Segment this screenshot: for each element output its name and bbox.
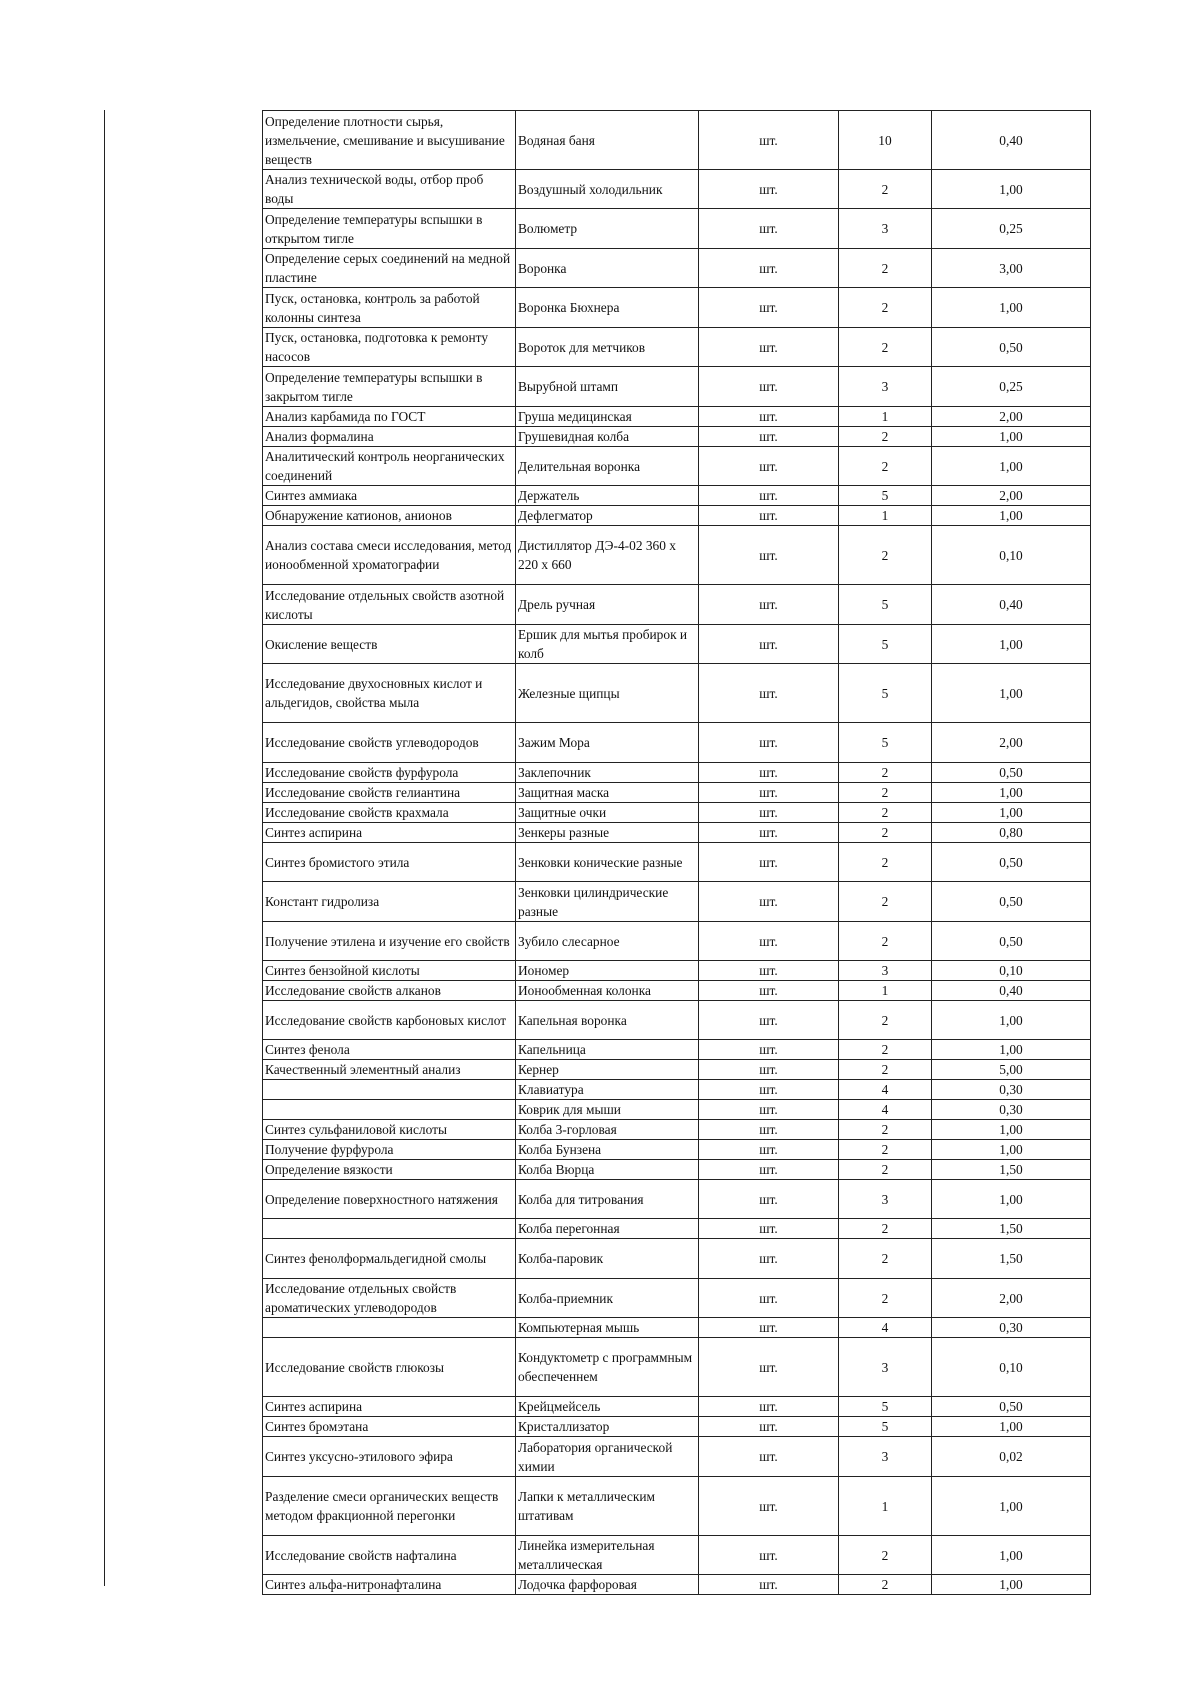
table-row (263, 585, 1091, 625)
equipment-name-cell: Заклепочник (516, 763, 699, 783)
quantity-cell: 5 (839, 1397, 932, 1417)
quantity-cell: 2 (839, 447, 932, 486)
equipment-name-cell: Воронка (516, 249, 699, 288)
activity-cell: Анализ формалина (263, 427, 516, 447)
norm-cell: 0,25 (932, 367, 1091, 407)
unit-cell: шт. (699, 1477, 839, 1536)
equipment-name-cell: Воздушный холодильник (516, 170, 699, 209)
unit-cell: шт. (699, 803, 839, 823)
unit-cell: шт. (699, 664, 839, 723)
quantity-cell: 1 (839, 407, 932, 427)
norm-cell: 1,00 (932, 1180, 1091, 1219)
equipment-name-cell: Водяная баня (516, 111, 699, 170)
unit-cell: шт. (699, 1318, 839, 1338)
quantity-cell: 5 (839, 1417, 932, 1437)
equipment-name-cell: Лапки к металлическим штативам (516, 1477, 699, 1536)
activity-cell: Исследование свойств фурфурола (263, 763, 516, 783)
unit-cell: шт. (699, 1575, 839, 1595)
activity-cell (263, 1219, 516, 1239)
norm-cell: 0,30 (932, 1080, 1091, 1100)
quantity-cell: 1 (839, 1477, 932, 1536)
table-row (263, 1437, 1091, 1477)
table-row (263, 1120, 1091, 1140)
norm-cell: 1,00 (932, 783, 1091, 803)
quantity-cell: 2 (839, 1120, 932, 1140)
norm-cell: 0,40 (932, 111, 1091, 170)
activity-cell: Пуск, остановка, контроль за работой колонны синтеза (263, 288, 516, 328)
equipment-name-cell: Делительная воронка (516, 447, 699, 486)
equipment-name-cell: Кернер (516, 1060, 699, 1080)
equipment-name-cell: Клавиатура (516, 1080, 699, 1100)
activity-cell: Синтез фенолформальдегидной смолы (263, 1239, 516, 1279)
unit-cell: шт. (699, 1180, 839, 1219)
table-row (263, 367, 1091, 407)
table-row (263, 1140, 1091, 1160)
quantity-cell: 2 (839, 1536, 932, 1575)
table-row (263, 823, 1091, 843)
norm-cell: 0,02 (932, 1437, 1091, 1477)
equipment-name-cell: Груша медицинская (516, 407, 699, 427)
table-row (263, 1040, 1091, 1060)
table-row (263, 288, 1091, 328)
equipment-name-cell: Зенкеры разные (516, 823, 699, 843)
activity-cell: Определение температуры вспышки в открытом тигле (263, 209, 516, 249)
unit-cell: шт. (699, 1060, 839, 1080)
norm-cell: 1,50 (932, 1239, 1091, 1279)
activity-cell: Анализ технической воды, отбор проб воды (263, 170, 516, 209)
activity-cell: Определение поверхностного натяжения (263, 1180, 516, 1219)
activity-cell: Исследование отдельных свойств ароматических углеводородов (263, 1279, 516, 1318)
unit-cell: шт. (699, 981, 839, 1001)
equipment-name-cell: Колба 3-горловая (516, 1120, 699, 1140)
table-row (263, 763, 1091, 783)
quantity-cell: 3 (839, 1437, 932, 1477)
quantity-cell: 5 (839, 585, 932, 625)
activity-cell: Анализ карбамида по ГОСТ (263, 407, 516, 427)
activity-cell: Определение вязкости (263, 1160, 516, 1180)
norm-cell: 1,00 (932, 625, 1091, 664)
unit-cell: шт. (699, 1279, 839, 1318)
unit-cell: шт. (699, 1100, 839, 1120)
activity-cell: Аналитический контроль неорганических соединений (263, 447, 516, 486)
equipment-name-cell: Колба перегонная (516, 1219, 699, 1239)
equipment-name-cell: Колба Бунзена (516, 1140, 699, 1160)
norm-cell: 0,10 (932, 1338, 1091, 1397)
equipment-name-cell: Ионообменная колонка (516, 981, 699, 1001)
activity-cell: Синтез аспирина (263, 823, 516, 843)
table-row (263, 922, 1091, 961)
norm-cell: 2,00 (932, 1279, 1091, 1318)
equipment-name-cell: Защитные очки (516, 803, 699, 823)
unit-cell: шт. (699, 1120, 839, 1140)
table-row (263, 1219, 1091, 1239)
norm-cell: 1,00 (932, 1575, 1091, 1595)
quantity-cell: 3 (839, 367, 932, 407)
activity-cell: Разделение смеси органических веществ методом фракционной перегонки (263, 1477, 516, 1536)
quantity-cell: 3 (839, 961, 932, 981)
table-row (263, 209, 1091, 249)
activity-cell: Исследование свойств алканов (263, 981, 516, 1001)
norm-cell: 1,00 (932, 506, 1091, 526)
equipment-name-cell: Колба для титрования (516, 1180, 699, 1219)
activity-cell: Исследование свойств нафталина (263, 1536, 516, 1575)
quantity-cell: 5 (839, 664, 932, 723)
equipment-name-cell: Коврик для мыши (516, 1100, 699, 1120)
unit-cell: шт. (699, 1040, 839, 1060)
norm-cell: 0,50 (932, 882, 1091, 922)
unit-cell: шт. (699, 526, 839, 585)
quantity-cell: 2 (839, 1575, 932, 1595)
equipment-name-cell: Дрель ручная (516, 585, 699, 625)
equipment-name-cell: Колба Вюрца (516, 1160, 699, 1180)
table-row (263, 783, 1091, 803)
quantity-cell: 2 (839, 783, 932, 803)
equipment-name-cell: Грушевидная колба (516, 427, 699, 447)
quantity-cell: 2 (839, 526, 932, 585)
unit-cell: шт. (699, 882, 839, 922)
table-row (263, 843, 1091, 882)
table-row (263, 1100, 1091, 1120)
table-row (263, 1417, 1091, 1437)
equipment-name-cell: Воронка Бюхнера (516, 288, 699, 328)
quantity-cell: 5 (839, 625, 932, 664)
table-row (263, 803, 1091, 823)
equipment-name-cell: Колба-паровик (516, 1239, 699, 1279)
equipment-name-cell: Дефлегматор (516, 506, 699, 526)
unit-cell: шт. (699, 1417, 839, 1437)
unit-cell: шт. (699, 288, 839, 328)
table-row (263, 1477, 1091, 1536)
quantity-cell: 3 (839, 1180, 932, 1219)
table-row (263, 1338, 1091, 1397)
activity-cell: Исследование свойств глюкозы (263, 1338, 516, 1397)
activity-cell: Исследование свойств крахмала (263, 803, 516, 823)
table-row (263, 1279, 1091, 1318)
unit-cell: шт. (699, 1397, 839, 1417)
equipment-name-cell: Защитная маска (516, 783, 699, 803)
table-row (263, 882, 1091, 922)
equipment-name-cell: Линейка измерительная металлическая (516, 1536, 699, 1575)
table-row (263, 1180, 1091, 1219)
norm-cell: 2,00 (932, 723, 1091, 763)
quantity-cell: 2 (839, 1279, 932, 1318)
unit-cell: шт. (699, 1239, 839, 1279)
norm-cell: 0,50 (932, 763, 1091, 783)
activity-cell: Окисление веществ (263, 625, 516, 664)
norm-cell: 1,00 (932, 447, 1091, 486)
norm-cell: 1,00 (932, 1140, 1091, 1160)
norm-cell: 3,00 (932, 249, 1091, 288)
table-row (263, 1239, 1091, 1279)
table-row (263, 249, 1091, 288)
unit-cell: шт. (699, 783, 839, 803)
unit-cell: шт. (699, 328, 839, 367)
equipment-name-cell: Дистиллятор ДЭ-4-02 360 х 220 х 660 (516, 526, 699, 585)
page-margin-line (104, 110, 105, 1586)
norm-cell: 0,50 (932, 922, 1091, 961)
unit-cell: шт. (699, 1140, 839, 1160)
norm-cell: 0,40 (932, 981, 1091, 1001)
equipment-name-cell: Зубило слесарное (516, 922, 699, 961)
unit-cell: шт. (699, 961, 839, 981)
unit-cell: шт. (699, 111, 839, 170)
unit-cell: шт. (699, 1338, 839, 1397)
activity-cell: Исследование свойств углеводородов (263, 723, 516, 763)
activity-cell: Синтез аммиака (263, 486, 516, 506)
table-row (263, 1080, 1091, 1100)
activity-cell: Исследование свойств карбоновых кислот (263, 1001, 516, 1040)
quantity-cell: 3 (839, 209, 932, 249)
activity-cell: Синтез альфа-нитронафталина (263, 1575, 516, 1595)
equipment-name-cell: Волюметр (516, 209, 699, 249)
equipment-name-cell: Железные щипцы (516, 664, 699, 723)
quantity-cell: 2 (839, 328, 932, 367)
activity-cell: Исследование двухосновных кислот и альдегидов, свойства мыла (263, 664, 516, 723)
quantity-cell: 2 (839, 1219, 932, 1239)
unit-cell: шт. (699, 506, 839, 526)
activity-cell: Синтез аспирина (263, 1397, 516, 1417)
quantity-cell: 2 (839, 249, 932, 288)
quantity-cell: 5 (839, 723, 932, 763)
activity-cell: Исследование свойств гелиантина (263, 783, 516, 803)
table-row (263, 427, 1091, 447)
unit-cell: шт. (699, 843, 839, 882)
quantity-cell: 2 (839, 288, 932, 328)
quantity-cell: 2 (839, 922, 932, 961)
table-row (263, 506, 1091, 526)
unit-cell: шт. (699, 585, 839, 625)
equipment-name-cell: Держатель (516, 486, 699, 506)
activity-cell: Пуск, остановка, подготовка к ремонту насосов (263, 328, 516, 367)
quantity-cell: 10 (839, 111, 932, 170)
norm-cell: 1,00 (932, 427, 1091, 447)
unit-cell: шт. (699, 1080, 839, 1100)
quantity-cell: 2 (839, 1160, 932, 1180)
table-row (263, 664, 1091, 723)
unit-cell: шт. (699, 486, 839, 506)
norm-cell: 1,00 (932, 288, 1091, 328)
activity-cell (263, 1100, 516, 1120)
norm-cell: 0,80 (932, 823, 1091, 843)
unit-cell: шт. (699, 249, 839, 288)
norm-cell: 1,00 (932, 1477, 1091, 1536)
quantity-cell: 2 (839, 763, 932, 783)
norm-cell: 1,50 (932, 1219, 1091, 1239)
norm-cell: 0,25 (932, 209, 1091, 249)
activity-cell (263, 1080, 516, 1100)
quantity-cell: 1 (839, 981, 932, 1001)
activity-cell: Синтез сульфаниловой кислоты (263, 1120, 516, 1140)
quantity-cell: 1 (839, 506, 932, 526)
quantity-cell: 2 (839, 1239, 932, 1279)
norm-cell: 5,00 (932, 1060, 1091, 1080)
equipment-table (262, 110, 1091, 1595)
equipment-name-cell: Кондуктометр с программным обеспеченнем (516, 1338, 699, 1397)
activity-cell: Качественный элементный анализ (263, 1060, 516, 1080)
equipment-name-cell: Кристаллизатор (516, 1417, 699, 1437)
table-row (263, 625, 1091, 664)
unit-cell: шт. (699, 447, 839, 486)
norm-cell: 1,00 (932, 1040, 1091, 1060)
quantity-cell: 4 (839, 1080, 932, 1100)
quantity-cell: 2 (839, 843, 932, 882)
table-row (263, 1160, 1091, 1180)
equipment-name-cell: Лаборатория органической химии (516, 1437, 699, 1477)
quantity-cell: 2 (839, 823, 932, 843)
quantity-cell: 2 (839, 882, 932, 922)
table-row (263, 1397, 1091, 1417)
equipment-name-cell: Зажим Мора (516, 723, 699, 763)
quantity-cell: 3 (839, 1338, 932, 1397)
activity-cell: Обнаружение катионов, анионов (263, 506, 516, 526)
table-row (263, 328, 1091, 367)
unit-cell: шт. (699, 723, 839, 763)
equipment-name-cell: Иономер (516, 961, 699, 981)
equipment-name-cell: Вырубной штамп (516, 367, 699, 407)
table-row (263, 447, 1091, 486)
table-row (263, 961, 1091, 981)
quantity-cell: 2 (839, 1140, 932, 1160)
norm-cell: 0,10 (932, 961, 1091, 981)
equipment-name-cell: Вороток для метчиков (516, 328, 699, 367)
quantity-cell: 4 (839, 1100, 932, 1120)
unit-cell: шт. (699, 427, 839, 447)
norm-cell: 1,50 (932, 1160, 1091, 1180)
table-row (263, 1060, 1091, 1080)
equipment-name-cell: Лодочка фарфоровая (516, 1575, 699, 1595)
quantity-cell: 2 (839, 803, 932, 823)
table-row (263, 981, 1091, 1001)
norm-cell: 0,40 (932, 585, 1091, 625)
quantity-cell: 2 (839, 170, 932, 209)
activity-cell: Синтез уксусно-этилового эфира (263, 1437, 516, 1477)
norm-cell: 0,50 (932, 843, 1091, 882)
activity-cell: Определение серых соединений на медной пластине (263, 249, 516, 288)
norm-cell: 2,00 (932, 407, 1091, 427)
table-row (263, 1001, 1091, 1040)
equipment-name-cell: Зенковки конические разные (516, 843, 699, 882)
activity-cell: Синтез бромистого этила (263, 843, 516, 882)
unit-cell: шт. (699, 763, 839, 783)
table-body (263, 111, 1091, 1595)
activity-cell: Определение плотности сырья, измельчение, смешивание и высушивание веществ (263, 111, 516, 170)
activity-cell: Определение температуры вспышки в закрытом тигле (263, 367, 516, 407)
norm-cell: 0,30 (932, 1100, 1091, 1120)
unit-cell: шт. (699, 625, 839, 664)
activity-cell: Синтез фенола (263, 1040, 516, 1060)
norm-cell: 1,00 (932, 664, 1091, 723)
unit-cell: шт. (699, 209, 839, 249)
unit-cell: шт. (699, 1160, 839, 1180)
equipment-name-cell: Капельная воронка (516, 1001, 699, 1040)
norm-cell: 1,00 (932, 1120, 1091, 1140)
activity-cell: Анализ состава смеси исследования, метод ионообменной хроматографии (263, 526, 516, 585)
quantity-cell: 4 (839, 1318, 932, 1338)
table-row (263, 723, 1091, 763)
table-row (263, 526, 1091, 585)
table-row (263, 170, 1091, 209)
unit-cell: шт. (699, 367, 839, 407)
unit-cell: шт. (699, 922, 839, 961)
equipment-name-cell: Колба-приемник (516, 1279, 699, 1318)
table-row (263, 1575, 1091, 1595)
unit-cell: шт. (699, 170, 839, 209)
equipment-name-cell: Компьютерная мышь (516, 1318, 699, 1338)
equipment-name-cell: Зенковки цилиндрические разные (516, 882, 699, 922)
norm-cell: 2,00 (932, 486, 1091, 506)
quantity-cell: 2 (839, 1040, 932, 1060)
norm-cell: 0,30 (932, 1318, 1091, 1338)
table-row (263, 407, 1091, 427)
norm-cell: 0,50 (932, 328, 1091, 367)
activity-cell: Получение этилена и изучение его свойств (263, 922, 516, 961)
quantity-cell: 2 (839, 427, 932, 447)
norm-cell: 1,00 (932, 1001, 1091, 1040)
unit-cell: шт. (699, 407, 839, 427)
unit-cell: шт. (699, 823, 839, 843)
activity-cell: Синтез бромэтана (263, 1417, 516, 1437)
unit-cell: шт. (699, 1437, 839, 1477)
norm-cell: 1,00 (932, 1536, 1091, 1575)
equipment-name-cell: Крейцмейсель (516, 1397, 699, 1417)
unit-cell: шт. (699, 1001, 839, 1040)
norm-cell: 1,00 (932, 170, 1091, 209)
norm-cell: 1,00 (932, 803, 1091, 823)
norm-cell: 0,10 (932, 526, 1091, 585)
activity-cell (263, 1318, 516, 1338)
quantity-cell: 5 (839, 486, 932, 506)
unit-cell: шт. (699, 1536, 839, 1575)
activity-cell: Констант гидролиза (263, 882, 516, 922)
table-row (263, 486, 1091, 506)
quantity-cell: 2 (839, 1001, 932, 1040)
activity-cell: Получение фурфурола (263, 1140, 516, 1160)
unit-cell: шт. (699, 1219, 839, 1239)
activity-cell: Синтез бензойной кислоты (263, 961, 516, 981)
equipment-name-cell: Капельница (516, 1040, 699, 1060)
activity-cell: Исследование отдельных свойств азотной кислоты (263, 585, 516, 625)
norm-cell: 0,50 (932, 1397, 1091, 1417)
table-row (263, 1536, 1091, 1575)
quantity-cell: 2 (839, 1060, 932, 1080)
table-row (263, 111, 1091, 170)
equipment-name-cell: Ершик для мытья пробирок и колб (516, 625, 699, 664)
table-row (263, 1318, 1091, 1338)
norm-cell: 1,00 (932, 1417, 1091, 1437)
